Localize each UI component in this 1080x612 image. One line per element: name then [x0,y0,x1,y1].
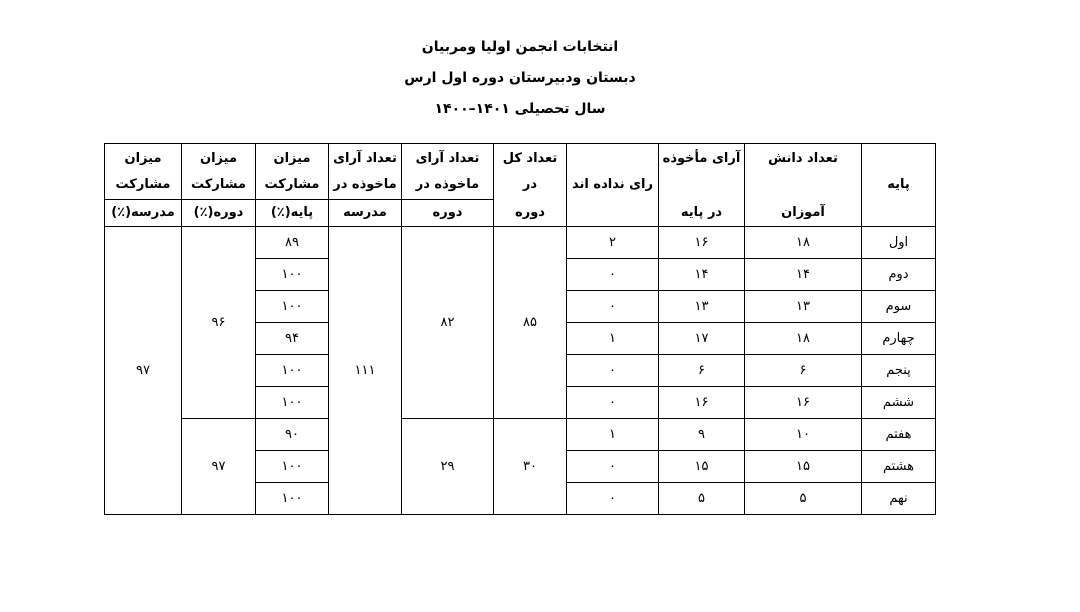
school-votes-cell: ۱۱۱ [329,227,402,515]
students-cell: ۱۳ [745,291,862,323]
period-votes-cell: ۲۹ [402,419,494,515]
students-cell: ۱۸ [745,323,862,355]
students-cell: ۱۶ [745,387,862,419]
students-cell: ۱۴ [745,259,862,291]
students-cell: ۱۵ [745,451,862,483]
period-votes-cell: ۸۲ [402,227,494,419]
header-part-school [105,144,182,200]
votes-cell: ۱۶ [659,227,745,259]
header-total-period-bottom: دوره [494,200,567,227]
students-cell: ۱۰ [745,419,862,451]
header-part-period-bottom: دوره(٪) [182,200,256,227]
header-part-grade-bottom: پایه(٪) [256,200,329,227]
not-voted-cell: ۲ [567,227,659,259]
header-students [745,144,862,200]
not-voted-cell: ۱ [567,323,659,355]
header-part-grade [256,144,329,200]
not-voted-cell: ۰ [567,387,659,419]
grade-cell: هشتم [862,451,936,483]
students-cell: ۵ [745,483,862,515]
grade-cell: پنجم [862,355,936,387]
not-voted-cell: ۱ [567,419,659,451]
period-participation-cell: ۹۷ [182,419,256,515]
header-votes-school [329,144,402,200]
header-votes-period [402,144,494,200]
header-part-grade-top: میزان مشارکت [264,151,320,192]
part-grade-cell: ۱۰۰ [256,259,329,291]
grade-cell: نهم [862,483,936,515]
votes-cell: ۱۴ [659,259,745,291]
header-part-period-top: میزان مشارکت [191,151,246,192]
header-votes-period-top: تعداد آرای ماخوذه در [415,151,480,192]
part-grade-cell: ۹۰ [256,419,329,451]
grade-cell: ششم [862,387,936,419]
votes-cell: ۱۵ [659,451,745,483]
title-line-2: دبستان ودبیرستان دوره اول ارس [404,70,636,86]
grade-cell: هفتم [862,419,936,451]
students-cell: ۱۸ [745,227,862,259]
header-votes-grade-bottom: در پایه [659,200,745,227]
header-grade: پایه [862,144,936,227]
header-students-top: تعداد دانش [768,151,838,166]
part-grade-cell: ۱۰۰ [256,387,329,419]
header-part-school-bottom: مدرسه(٪) [105,200,182,227]
period-total-cell: ۳۰ [494,419,567,515]
votes-cell: ۵ [659,483,745,515]
header-total-period [494,144,567,200]
not-voted-cell: ۰ [567,355,659,387]
part-grade-cell: ۹۴ [256,323,329,355]
header-total-period-top: تعداد کل در [502,151,558,192]
header-votes-school-top: تعداد آرای ماخوذه در [333,151,397,192]
not-voted-cell: ۰ [567,259,659,291]
part-grade-cell: ۸۹ [256,227,329,259]
title-block [0,32,1040,125]
table-row [105,419,936,451]
students-cell: ۶ [745,355,862,387]
votes-cell: ۱۶ [659,387,745,419]
period-participation-cell: ۹۶ [182,227,256,419]
header-students-bottom: آموزان [745,200,862,227]
header-votes-grade [659,144,745,200]
title-line-1: انتخابات انجمن اولیا ومربیان [421,39,619,55]
header-votes-grade-top: آرای مأخوذه [662,151,741,166]
not-voted-cell: ۰ [567,451,659,483]
header-votes-period-bottom: دوره [402,200,494,227]
grade-cell: اول [862,227,936,259]
header-part-school-top: میزان مشارکت [115,151,171,192]
grade-cell: چهارم [862,323,936,355]
school-participation-cell: ۹۷ [105,227,182,515]
not-voted-cell: ۰ [567,483,659,515]
part-grade-cell: ۱۰۰ [256,483,329,515]
not-voted-cell: ۰ [567,291,659,323]
header-votes-school-bottom: مدرسه [329,200,402,227]
part-grade-cell: ۱۰۰ [256,291,329,323]
period-total-cell: ۸۵ [494,227,567,419]
election-results-table [104,143,936,515]
title-line-3: سال تحصیلی ۱۴۰۱–۱۴۰۰ [434,101,606,117]
grade-cell: دوم [862,259,936,291]
part-grade-cell: ۱۰۰ [256,451,329,483]
part-grade-cell: ۱۰۰ [256,355,329,387]
header-not-voted: رای نداده اند [567,144,659,227]
table-row [105,227,936,259]
votes-cell: ۶ [659,355,745,387]
header-part-period [182,144,256,200]
grade-cell: سوم [862,291,936,323]
votes-cell: ۱۳ [659,291,745,323]
votes-cell: ۱۷ [659,323,745,355]
votes-cell: ۹ [659,419,745,451]
